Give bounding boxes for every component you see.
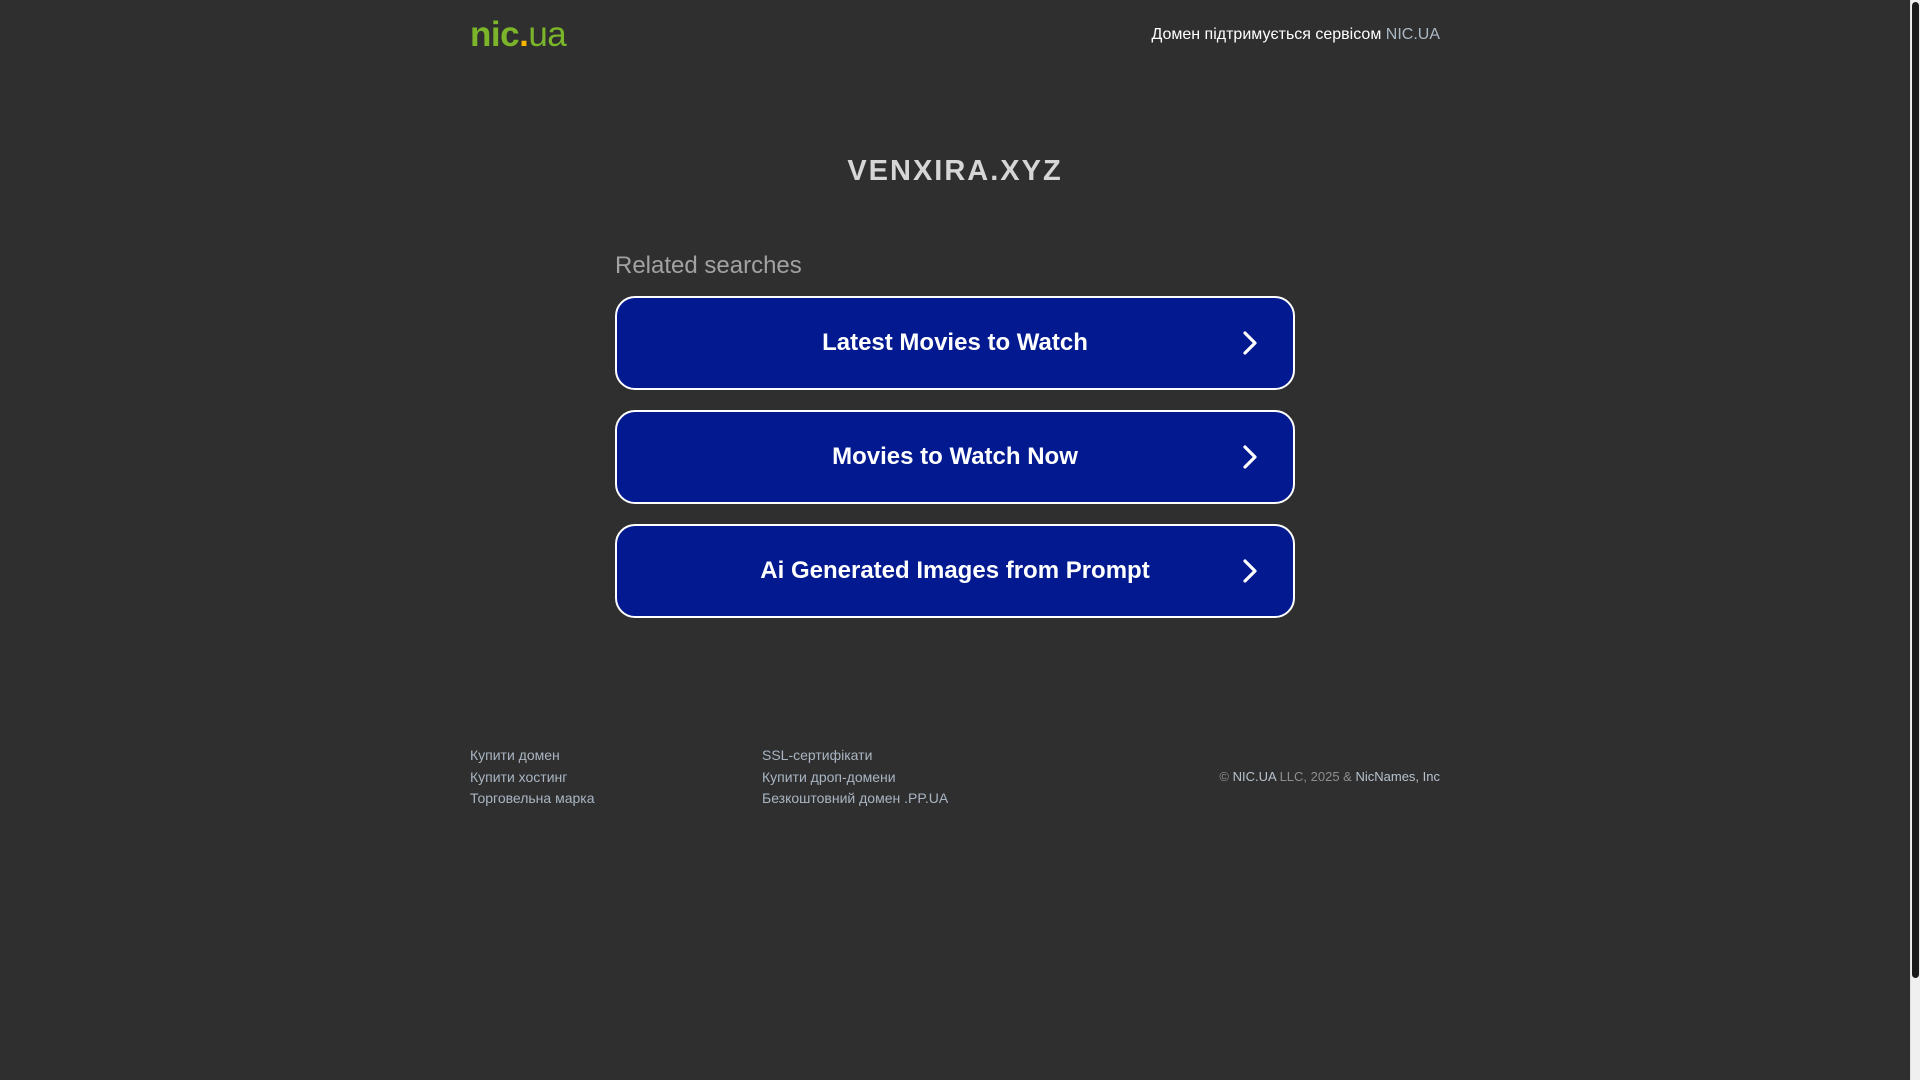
footer-link[interactable]: Купити дроп-домени — [762, 768, 896, 785]
copyright-middle: LLC, 2025 & — [1279, 769, 1352, 784]
search-link-label: Movies to Watch Now — [832, 443, 1078, 470]
scrollbar-thumb[interactable] — [1912, 2, 1919, 978]
logo[interactable] — [470, 15, 566, 55]
header-note-link[interactable]: NIC.UA — [1385, 26, 1440, 43]
domain-title: VENXIRA.XYZ — [847, 155, 1063, 187]
search-link-button[interactable] — [615, 524, 1295, 618]
related-searches — [615, 248, 1295, 638]
chevron-right-icon — [1237, 558, 1263, 584]
copyright-brand: NIC.UA — [1232, 769, 1276, 784]
search-link-button[interactable] — [615, 296, 1295, 390]
copyright-symbol: © — [1219, 769, 1229, 784]
header-note — [1151, 25, 1440, 45]
header — [470, 0, 1440, 70]
footer-link[interactable]: Безкоштовний домен .PP.UA — [762, 790, 949, 806]
related-searches-heading: Related searches — [615, 252, 802, 279]
search-link-label: Ai Generated Images from Prompt — [760, 557, 1150, 584]
copyright — [1219, 766, 1440, 787]
footer-link[interactable]: Торговельна марка — [470, 790, 595, 806]
logo-dot: . — [519, 15, 529, 54]
search-link-button[interactable] — [615, 410, 1295, 504]
footer-column-services — [470, 745, 595, 810]
vertical-scrollbar[interactable] — [1910, 0, 1920, 1080]
search-link-label: Latest Movies to Watch — [822, 329, 1088, 356]
footer-column-extras — [762, 745, 948, 810]
footer-link[interactable]: SSL-сертифікати — [762, 747, 873, 763]
copyright-partner: NicNames, Inc — [1355, 769, 1440, 784]
footer-link[interactable]: Купити хостинг — [470, 768, 568, 785]
chevron-right-icon — [1237, 330, 1263, 356]
logo-name: nic — [470, 15, 520, 54]
chevron-right-icon — [1237, 444, 1263, 470]
header-note-text: Домен підтримується сервісом — [1151, 26, 1382, 43]
logo-tld: ua — [528, 15, 567, 54]
footer — [470, 745, 1440, 815]
footer-link[interactable]: Купити домен — [470, 747, 560, 763]
